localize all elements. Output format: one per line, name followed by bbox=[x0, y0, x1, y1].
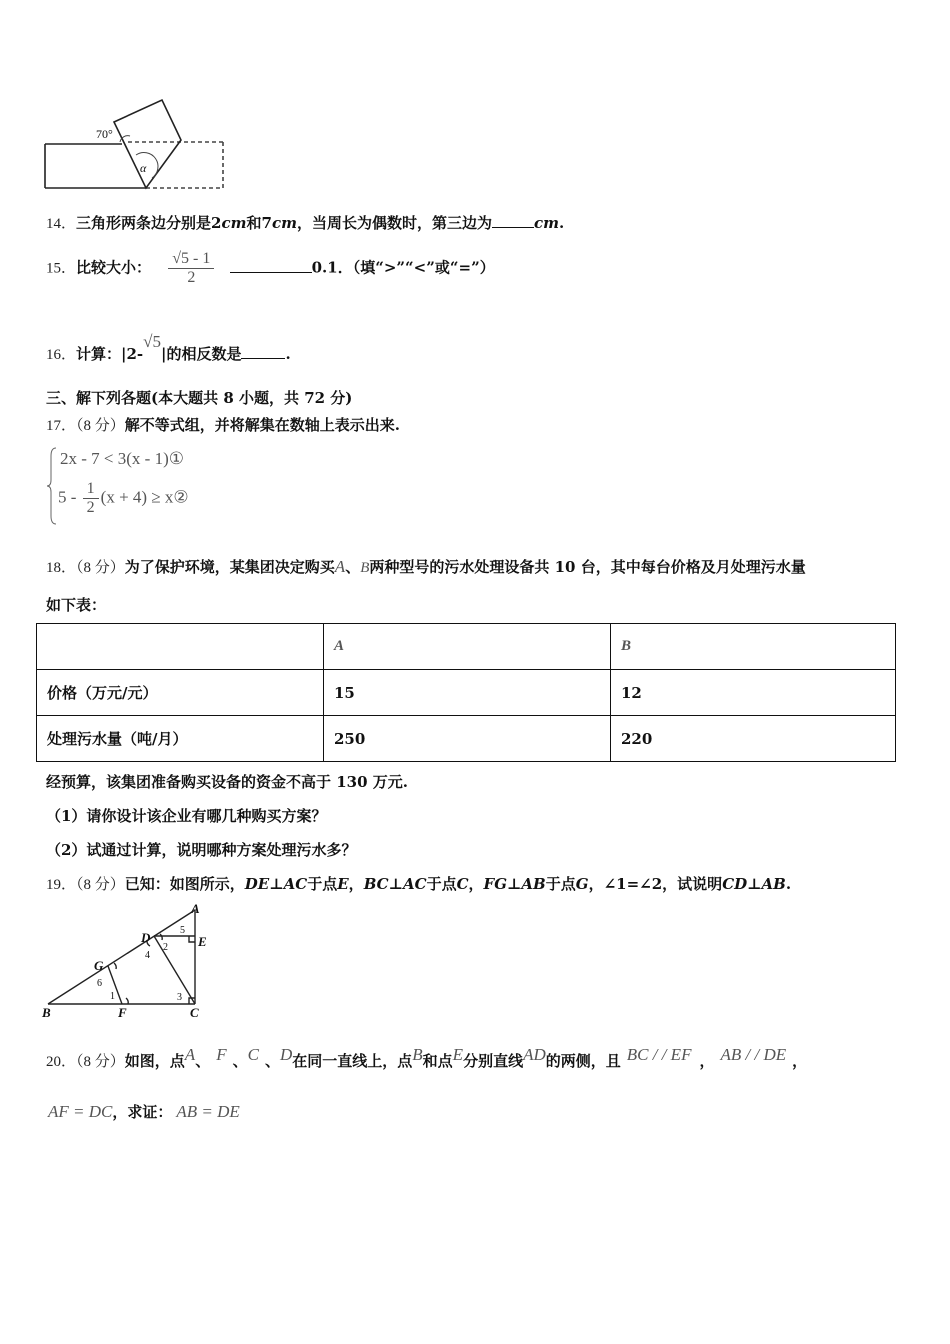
label-B: B bbox=[42, 1005, 51, 1020]
question-18: 18．（8 分）为了保护环境，某集团决定购买A、B两种型号的污水处理设备共 10 台，其中每台价格及月处理污水量 bbox=[46, 557, 806, 576]
sqrt5: √5 bbox=[143, 332, 161, 351]
triangle-figure bbox=[40, 900, 220, 1020]
answer-blank[interactable] bbox=[241, 358, 285, 359]
question-19: 19．（8 分）已知：如图所示，DE⊥AC于点E，BC⊥AC于点C，FG⊥AB于点G，∠1=∠2，试说明CD⊥AB. bbox=[46, 875, 792, 893]
answer-blank[interactable] bbox=[492, 227, 534, 228]
table-row bbox=[37, 670, 896, 716]
answer-blank[interactable] bbox=[230, 272, 312, 273]
label-4: 4 bbox=[145, 950, 150, 961]
label-6: 6 bbox=[97, 978, 102, 989]
label-3: 3 bbox=[177, 992, 182, 1003]
section-title: 三、解下列各题(本大题共 8 小题，共 72 分) bbox=[46, 389, 353, 407]
table-cell: 处理污水量（吨/月） bbox=[37, 716, 324, 762]
table-cell: 250 bbox=[324, 716, 611, 762]
price-table bbox=[36, 623, 896, 762]
sub-question-1: （1）请你设计该企业有哪几种购买方案？ bbox=[46, 807, 327, 825]
table-row bbox=[37, 716, 896, 762]
label-E: E bbox=[198, 934, 207, 949]
label-1: 1 bbox=[110, 991, 115, 1002]
table-header-cell: B bbox=[611, 624, 896, 670]
question-17: 17．（8 分）解不等式组，并将解集在数轴上表示出来. bbox=[46, 416, 401, 434]
fraction-sqrt5: $\frac{√5 - 1}{2}$ bbox=[168, 250, 214, 287]
sub-question-2: （2）试通过计算，说明哪种方案处理污水多？ bbox=[46, 841, 357, 859]
table-cell: 15 bbox=[324, 670, 611, 716]
label-A: A bbox=[191, 901, 200, 916]
table-cell: 价格（万元/元） bbox=[37, 670, 324, 716]
question-20: 20．（8 分）如图，点A、 F 、C 、D在同一直线上，点B和点E分别直线AD的两侧，且 BC / / EF ， AB / / DE ， bbox=[46, 1045, 808, 1070]
brace bbox=[46, 446, 58, 526]
label-2: 2 bbox=[163, 942, 168, 953]
question-14: 14．三角形两条边分别是2cm和7cm，当周长为偶数时，第三边为 cm. bbox=[46, 214, 565, 232]
inequality-2: 5 - $\frac{1}{2}$ (x + 4) ≥ x② bbox=[58, 480, 189, 516]
fold-figure bbox=[40, 92, 230, 194]
label-5: 5 bbox=[180, 925, 185, 936]
label-C: C bbox=[190, 1005, 199, 1020]
table-cell: 220 bbox=[611, 716, 896, 762]
label-D: D bbox=[141, 930, 151, 945]
question-18-cont: 如下表： bbox=[46, 596, 107, 614]
angle-70-label: 70° bbox=[96, 127, 113, 141]
label-F: F bbox=[118, 1005, 127, 1020]
table-cell: 12 bbox=[611, 670, 896, 716]
alpha-label: α bbox=[140, 161, 147, 175]
question-16: 16．计算：|2-√5|的相反数是 . bbox=[46, 332, 291, 363]
question-15: 15．比较大小： $\frac{√5 - 1}{2}$ 0.1．（填“>”“<”或“=”） bbox=[46, 250, 495, 286]
table-header-cell bbox=[37, 624, 324, 670]
inequality-1: 2x - 7 < 3(x - 1)① bbox=[60, 449, 184, 468]
budget-note: 经预算，该集团准备购买设备的资金不高于 130 万元. bbox=[46, 773, 408, 791]
table-header-row bbox=[37, 624, 896, 670]
table-header-cell: A bbox=[324, 624, 611, 670]
label-G: G bbox=[94, 958, 104, 973]
question-20-cont: AF = DC，求证： AB = DE bbox=[48, 1102, 240, 1121]
